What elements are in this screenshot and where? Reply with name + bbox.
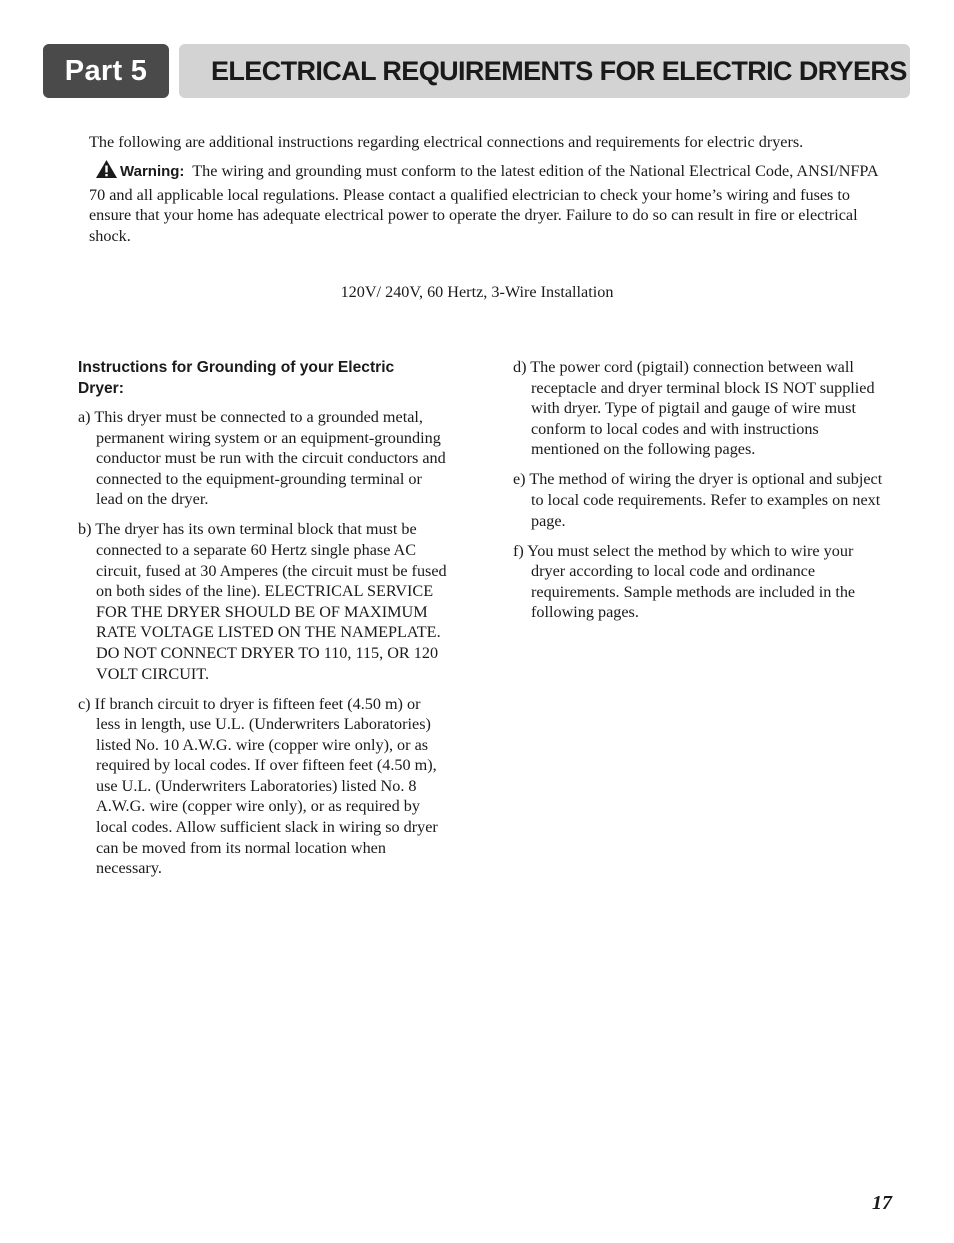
list-item: e) The method of wiring the dryer is optional and subject to local code requirements. Refer to examples on next page. xyxy=(513,470,883,530)
grounding-right-column xyxy=(513,357,883,632)
list-item: a) This dryer must be connected to a grounded metal, permanent wiring system or an equipment-grounding conductor must be run with the circuit conductors and connected to the equipment-grounding terminal or lead on the dryer. xyxy=(78,408,446,509)
page-number: 17 xyxy=(872,1192,892,1214)
grounding-left-column xyxy=(78,357,447,888)
intro-text: The following are additional instructions regarding electrical connections and requirements for electric dryers. xyxy=(89,133,804,151)
list-item: d) The power cord (pigtail) connection between wall receptacle and dryer terminal block IS NOT supplied with dryer. Type of pigtail and gauge of wire must conform to local codes and with instructions mentioned on the following pages. xyxy=(513,358,875,459)
installation-label: 120V/ 240V, 60 Hertz, 3-Wire Installation xyxy=(340,283,614,301)
warning-triangle-icon xyxy=(95,159,118,185)
warning-block xyxy=(89,159,879,246)
list-item: b) The dryer has its own terminal block that must be connected to a separate 60 Hertz single phase AC circuit, fused at 30 Amperes (the circuit must be fused on both sides of the line). ELECTRICAL SERVICE FOR THE DRYER SHOULD BE OF MAXIMUM RATE VOLTAGE LISTED ON THE NAMEPLATE. DO NOT CONNECT DRYER TO 110, 115, OR 120 VOLT CIRCUIT. xyxy=(78,520,447,683)
page-title: ELECTRICAL REQUIREMENTS FOR ELECTRIC DRYERS xyxy=(179,44,910,98)
warning-text: The wiring and grounding must conform to the latest edition of the National Electrical Code, ANSI/NFPA 70 and all applicable local regulations. Please contact a qualified electrician to check your home’s wiring and fuses to ensure that your home has adequate electrical power to operate the dryer. Failure to do so can result in fire or electrical shock. xyxy=(89,162,878,245)
list-item: f) You must select the method by which to wire your dryer according to local code and ordinance requirements. Sample methods are included in the following pages. xyxy=(513,541,856,622)
grounding-heading: Instructions for Grounding of your Electric Dryer: xyxy=(78,359,395,397)
part-badge: Part 5 xyxy=(43,44,169,98)
warning-label: Warning: xyxy=(120,163,185,180)
list-item: c) If branch circuit to dryer is fifteen feet (4.50 m) or less in length, use U.L. (Underwriters Laboratories) listed No. 10 A.W.G. wire (copper wire only), or as required by local codes. If over fifteen feet (4.50 m), use U.L. (Underwriters Laboratories) listed No. 8 A.W.G. wire (copper wire only), or as required by local codes. Allow sufficient slack in wiring so dryer can be moved from its normal location when necessary. xyxy=(78,694,438,878)
